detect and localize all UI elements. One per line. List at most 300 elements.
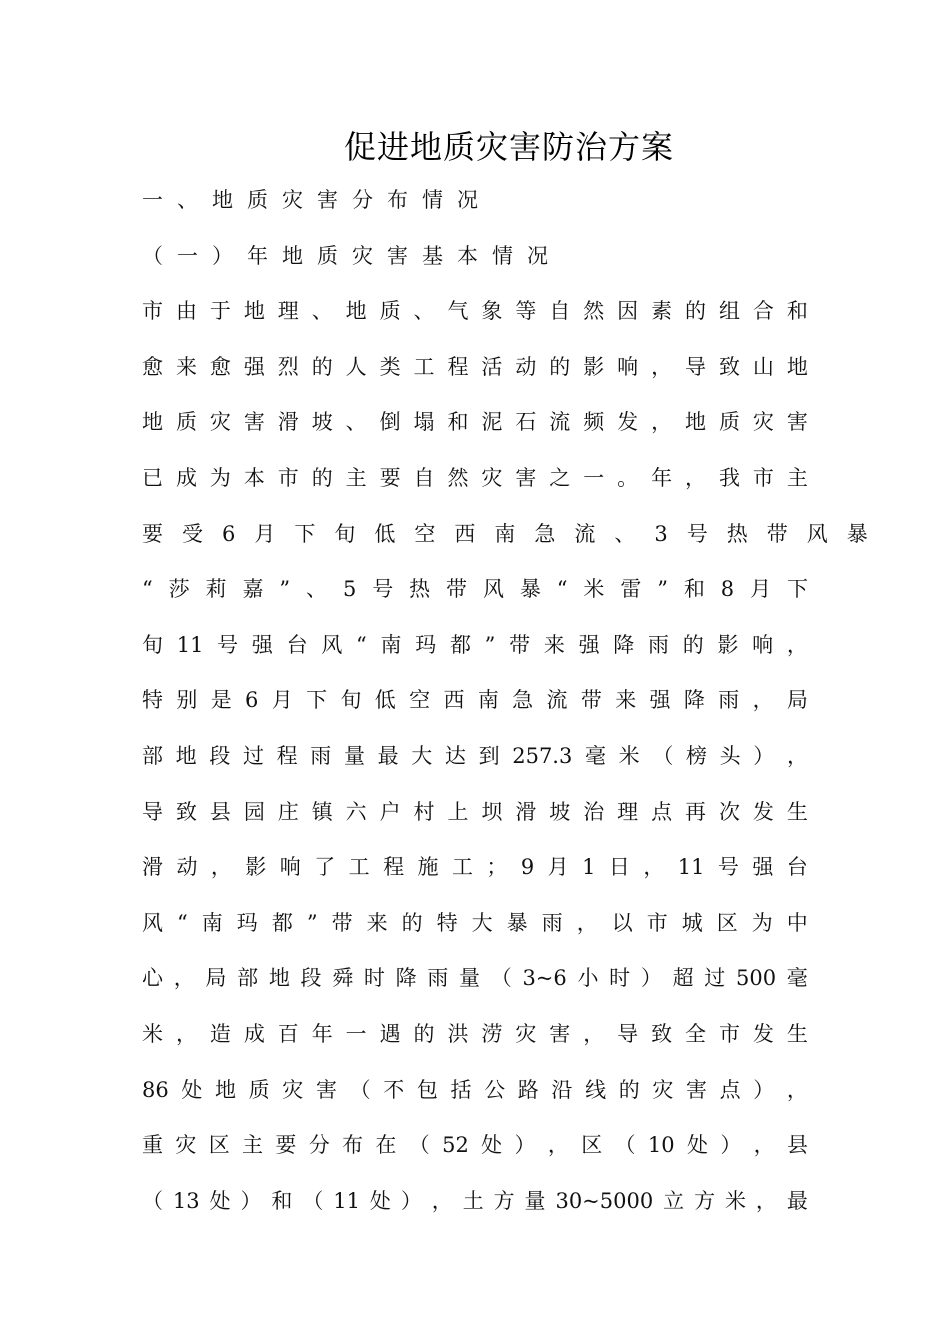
text-token: 到 bbox=[478, 744, 500, 768]
paragraph-line bbox=[142, 684, 808, 716]
text-token: 和 bbox=[683, 577, 705, 601]
text-token: 处 bbox=[481, 1133, 503, 1157]
text-token: 庄 bbox=[277, 800, 299, 824]
text-token: 5 bbox=[342, 577, 357, 601]
text-token: ） bbox=[240, 1189, 262, 1213]
text-token: 、 bbox=[177, 188, 198, 212]
text-token: ， bbox=[685, 466, 706, 490]
text-token: 为 bbox=[751, 911, 773, 935]
text-token: 毫 bbox=[585, 744, 606, 768]
document-title: 促进地质灾害防治方案 bbox=[343, 128, 674, 166]
text-token: ， bbox=[651, 355, 673, 379]
text-token: 11 bbox=[176, 633, 204, 657]
text-token: 过 bbox=[242, 744, 264, 768]
text-token: 月 bbox=[254, 522, 276, 546]
text-token: 质 bbox=[175, 410, 197, 434]
paragraph-line bbox=[142, 573, 808, 605]
text-token: ； bbox=[486, 855, 508, 879]
text-token: 点 bbox=[651, 800, 673, 824]
text-token: 地 bbox=[268, 966, 290, 990]
text-token: ， bbox=[786, 633, 808, 657]
text-token: 南 bbox=[477, 688, 499, 712]
text-token: 影 bbox=[245, 855, 267, 879]
text-token: 6 bbox=[222, 522, 236, 546]
text-token: ） bbox=[753, 1078, 775, 1102]
text-token: 工 bbox=[413, 355, 435, 379]
text-token: 六 bbox=[345, 800, 367, 824]
text-token: 南 bbox=[201, 911, 223, 935]
text-token: 强 bbox=[251, 633, 273, 657]
text-token: 的 bbox=[311, 355, 333, 379]
text-token: 大 bbox=[411, 744, 433, 768]
text-token: 自 bbox=[413, 466, 435, 490]
text-token: 户 bbox=[379, 800, 401, 824]
text-token: 带 bbox=[331, 911, 353, 935]
text-token: 基 bbox=[422, 244, 443, 268]
text-token: 米 bbox=[618, 744, 640, 768]
text-token: 我 bbox=[718, 466, 740, 490]
text-token: ， bbox=[173, 966, 195, 990]
text-token: 号 bbox=[217, 633, 239, 657]
text-token: 带 bbox=[580, 688, 602, 712]
text-token: 、 bbox=[345, 410, 367, 434]
text-token: 量 bbox=[343, 744, 365, 768]
text-token: 的 bbox=[311, 466, 333, 490]
text-token: 号 bbox=[686, 522, 708, 546]
text-token: 6 bbox=[245, 688, 259, 712]
text-token: 风 bbox=[482, 577, 504, 601]
text-token: 主 bbox=[242, 1133, 264, 1157]
text-token: 主 bbox=[345, 466, 367, 490]
text-token: 强 bbox=[752, 855, 774, 879]
text-token: ， bbox=[753, 1133, 775, 1157]
text-token: 灾 bbox=[481, 466, 503, 490]
text-token: 玛 bbox=[236, 911, 258, 935]
text-token: 施 bbox=[417, 855, 439, 879]
text-token: （ bbox=[302, 1189, 324, 1213]
text-token: 1 bbox=[582, 855, 596, 879]
text-token: 导 bbox=[142, 800, 163, 824]
text-token: 已 bbox=[142, 466, 163, 490]
text-token: ， bbox=[210, 855, 232, 879]
text-token: 况 bbox=[457, 188, 478, 212]
text-token: 成 bbox=[175, 466, 197, 490]
text-token: （ bbox=[490, 966, 512, 990]
text-token: “ bbox=[356, 633, 367, 657]
text-token: 本 bbox=[457, 244, 478, 268]
paragraph-line bbox=[142, 295, 808, 327]
text-token: 市 bbox=[646, 911, 668, 935]
text-token: 程 bbox=[447, 355, 469, 379]
text-token: 强 bbox=[578, 633, 600, 657]
text-token: 气 bbox=[447, 299, 469, 323]
text-token: ” bbox=[279, 577, 291, 601]
text-token: 山 bbox=[752, 355, 774, 379]
text-token: 于 bbox=[209, 299, 231, 323]
text-token: 区 bbox=[208, 1133, 230, 1157]
text-token: 最 bbox=[786, 1189, 808, 1213]
text-token: 旬 bbox=[142, 633, 163, 657]
text-token: 西 bbox=[454, 522, 476, 546]
text-token: 号 bbox=[372, 577, 394, 601]
text-token: ” bbox=[484, 633, 496, 657]
text-token: 频 bbox=[583, 410, 605, 434]
text-token: 量 bbox=[524, 1189, 546, 1213]
text-token: 洪 bbox=[447, 1022, 469, 1046]
text-token: 南 bbox=[380, 633, 402, 657]
text-token: 质 bbox=[248, 1078, 270, 1102]
text-token: 质 bbox=[247, 188, 268, 212]
text-token: 一 bbox=[177, 244, 198, 268]
text-token: 滑 bbox=[142, 855, 163, 879]
text-token: 以 bbox=[611, 911, 633, 935]
text-token: 头 bbox=[719, 744, 741, 768]
text-token: 量 bbox=[459, 966, 481, 990]
text-token: 30~5000 bbox=[555, 1189, 654, 1213]
text-token: 257.3 bbox=[512, 744, 573, 768]
paragraph-line bbox=[142, 962, 808, 994]
text-token: 年 bbox=[651, 466, 673, 490]
text-token: 致 bbox=[651, 1022, 673, 1046]
text-token: 由 bbox=[175, 299, 197, 323]
text-token: 泥 bbox=[481, 410, 503, 434]
text-token: 然 bbox=[447, 466, 469, 490]
text-token: 特 bbox=[436, 911, 458, 935]
paragraph-line bbox=[142, 1074, 808, 1106]
text-token: 过 bbox=[704, 966, 726, 990]
paragraph-line bbox=[142, 1018, 808, 1050]
text-token: 全 bbox=[685, 1022, 706, 1046]
text-token: 热 bbox=[726, 522, 748, 546]
text-token: ” bbox=[306, 911, 318, 935]
text-token: 强 bbox=[649, 688, 671, 712]
text-token: 下 bbox=[306, 688, 328, 712]
text-token: 本 bbox=[243, 466, 265, 490]
text-token: 组 bbox=[718, 299, 740, 323]
heading-subsection-1 bbox=[142, 240, 548, 272]
text-token: 空 bbox=[414, 522, 436, 546]
text-token: 愈 bbox=[209, 355, 231, 379]
text-token: 活 bbox=[481, 355, 503, 379]
text-token: 来 bbox=[615, 688, 637, 712]
text-token: 次 bbox=[718, 800, 740, 824]
text-token: 沿 bbox=[551, 1078, 573, 1102]
text-token: 市 bbox=[718, 1022, 740, 1046]
text-token: 受 bbox=[182, 522, 203, 546]
text-token: 流 bbox=[546, 688, 568, 712]
text-token: 上 bbox=[447, 800, 469, 824]
text-token: 导 bbox=[685, 355, 706, 379]
text-token: 生 bbox=[786, 800, 808, 824]
text-token: 急 bbox=[512, 688, 534, 712]
text-token: 年 bbox=[311, 1022, 333, 1046]
text-token: ， bbox=[175, 1022, 197, 1046]
text-token: 11 bbox=[677, 855, 705, 879]
text-token: 坡 bbox=[311, 410, 333, 434]
text-token: 月 bbox=[750, 577, 772, 601]
text-token: 主 bbox=[786, 466, 808, 490]
text-token: 、 bbox=[306, 577, 328, 601]
text-token: 风 bbox=[321, 633, 343, 657]
text-token: 象 bbox=[481, 299, 503, 323]
text-token: 榜 bbox=[685, 744, 707, 768]
text-token: 要 bbox=[379, 466, 401, 490]
paragraph-line bbox=[142, 1185, 808, 1217]
text-token: 程 bbox=[383, 855, 405, 879]
text-token: 重 bbox=[142, 1133, 163, 1157]
text-token: 、 bbox=[413, 299, 435, 323]
text-token: 降 bbox=[683, 688, 705, 712]
text-token: 烈 bbox=[277, 355, 299, 379]
paragraph-line bbox=[142, 351, 808, 383]
text-token: 都 bbox=[271, 911, 293, 935]
text-token: 52 bbox=[442, 1133, 469, 1157]
text-token: 地 bbox=[685, 410, 706, 434]
paragraph-line bbox=[142, 907, 808, 939]
text-token: （ bbox=[142, 1189, 163, 1213]
text-token: 雷 bbox=[620, 577, 642, 601]
text-token: 理 bbox=[277, 299, 299, 323]
text-token: 、 bbox=[614, 522, 636, 546]
text-token: 和 bbox=[271, 1189, 293, 1213]
text-token: 、 bbox=[311, 299, 333, 323]
text-token: 类 bbox=[379, 355, 401, 379]
text-token: 倒 bbox=[379, 410, 401, 434]
text-token: 遇 bbox=[379, 1022, 401, 1046]
text-token: 带 bbox=[509, 633, 531, 657]
text-token: 月 bbox=[271, 688, 293, 712]
text-token: 处 bbox=[686, 1133, 708, 1157]
text-token: 暴 bbox=[519, 577, 541, 601]
text-token: 县 bbox=[787, 1133, 808, 1157]
text-token: 害 bbox=[387, 244, 408, 268]
text-token: 质 bbox=[379, 299, 401, 323]
text-token: 地 bbox=[345, 299, 367, 323]
text-token: 等 bbox=[515, 299, 537, 323]
text-token: 中 bbox=[786, 911, 808, 935]
text-token: 灾 bbox=[352, 244, 373, 268]
text-token: 别 bbox=[176, 688, 198, 712]
text-token: 流 bbox=[574, 522, 596, 546]
text-token: 的 bbox=[413, 1022, 435, 1046]
text-token: 的 bbox=[682, 633, 704, 657]
text-token: 低 bbox=[374, 522, 396, 546]
text-token: 超 bbox=[672, 966, 694, 990]
text-token: 强 bbox=[243, 355, 265, 379]
text-token: 地 bbox=[215, 1078, 237, 1102]
text-token: 灾 bbox=[209, 410, 231, 434]
text-token: 米 bbox=[724, 1189, 746, 1213]
text-token: 园 bbox=[243, 800, 265, 824]
text-token: 带 bbox=[446, 577, 468, 601]
text-token: 质 bbox=[317, 244, 338, 268]
text-token: 13 bbox=[172, 1189, 200, 1213]
paragraph-line bbox=[142, 518, 868, 550]
text-token: 线 bbox=[585, 1078, 607, 1102]
paragraph-line bbox=[142, 851, 808, 883]
text-token: 达 bbox=[444, 744, 466, 768]
text-token: 动 bbox=[515, 355, 537, 379]
text-token: 带 bbox=[766, 522, 788, 546]
text-token: 路 bbox=[517, 1078, 539, 1102]
text-token: 局 bbox=[205, 966, 227, 990]
text-token: 部 bbox=[237, 966, 259, 990]
text-token: 都 bbox=[449, 633, 471, 657]
text-token: 立 bbox=[663, 1189, 685, 1213]
text-token: 塌 bbox=[413, 410, 435, 434]
text-token: 害 bbox=[243, 410, 265, 434]
text-token: 滑 bbox=[277, 410, 299, 434]
text-token: 导 bbox=[617, 1022, 639, 1046]
text-token: ） bbox=[212, 244, 233, 268]
text-token: 是 bbox=[210, 688, 232, 712]
text-token: 10 bbox=[647, 1133, 675, 1157]
text-token: 治 bbox=[583, 800, 605, 824]
text-token: 公 bbox=[484, 1078, 506, 1102]
text-token: 。 bbox=[617, 466, 639, 490]
text-token: ， bbox=[643, 855, 665, 879]
text-token: 特 bbox=[142, 688, 163, 712]
text-token: 86 bbox=[142, 1078, 169, 1102]
text-token: （ bbox=[614, 1133, 636, 1157]
text-token: 滑 bbox=[515, 800, 537, 824]
text-token: 县 bbox=[209, 800, 231, 824]
text-token: 理 bbox=[617, 800, 639, 824]
text-token: 市 bbox=[752, 466, 774, 490]
text-token: 害 bbox=[515, 466, 537, 490]
text-token: 地 bbox=[175, 744, 197, 768]
text-token: 暴 bbox=[506, 911, 528, 935]
text-token: 布 bbox=[342, 1133, 364, 1157]
text-token: 再 bbox=[685, 800, 706, 824]
text-token: 热 bbox=[409, 577, 431, 601]
text-token: 素 bbox=[651, 299, 673, 323]
text-token: 方 bbox=[694, 1189, 716, 1213]
text-token: 旬 bbox=[340, 688, 362, 712]
text-token: 发 bbox=[617, 410, 639, 434]
text-token: 来 bbox=[175, 355, 197, 379]
text-token: 市 bbox=[142, 299, 163, 323]
text-token: 最 bbox=[377, 744, 399, 768]
text-token: 坡 bbox=[549, 800, 571, 824]
text-token: 雨 bbox=[718, 688, 740, 712]
text-token: 米 bbox=[142, 1022, 163, 1046]
text-token: 号 bbox=[717, 855, 739, 879]
text-token: 要 bbox=[275, 1133, 297, 1157]
text-token: 害 bbox=[549, 1022, 571, 1046]
text-token: 玛 bbox=[415, 633, 437, 657]
text-token: 时 bbox=[363, 966, 385, 990]
text-token: ） bbox=[720, 1133, 742, 1157]
text-token: 的 bbox=[549, 355, 571, 379]
text-token: 造 bbox=[209, 1022, 231, 1046]
text-token: “ bbox=[556, 577, 568, 601]
text-token: 旬 bbox=[334, 522, 356, 546]
text-token: 地 bbox=[282, 244, 303, 268]
text-token: 因 bbox=[617, 299, 639, 323]
text-token: 和 bbox=[786, 299, 808, 323]
text-token: 的 bbox=[618, 1078, 640, 1102]
text-token: 大 bbox=[471, 911, 493, 935]
text-token: 点 bbox=[719, 1078, 741, 1102]
text-token: 降 bbox=[613, 633, 635, 657]
text-token: 来 bbox=[543, 633, 565, 657]
text-token: 情 bbox=[422, 188, 443, 212]
paragraph-line bbox=[142, 406, 808, 438]
text-token: 和 bbox=[447, 410, 469, 434]
text-token: 局 bbox=[786, 688, 808, 712]
text-token: （ bbox=[142, 244, 163, 268]
text-token: 害 bbox=[786, 410, 808, 434]
text-token: 害 bbox=[315, 1078, 337, 1102]
text-token: 灾 bbox=[515, 1022, 537, 1046]
text-token: 月 bbox=[547, 855, 569, 879]
text-token: 发 bbox=[752, 800, 774, 824]
text-token: 年 bbox=[247, 244, 268, 268]
text-token: 况 bbox=[527, 244, 548, 268]
text-token: 方 bbox=[493, 1189, 515, 1213]
text-token: 程 bbox=[276, 744, 298, 768]
text-token: 土 bbox=[462, 1189, 484, 1213]
text-token: ， bbox=[547, 1133, 569, 1157]
text-token: ， bbox=[583, 1022, 605, 1046]
text-token: 愈 bbox=[142, 355, 163, 379]
text-token: 下 bbox=[294, 522, 316, 546]
text-token: 区 bbox=[716, 911, 738, 935]
text-token: 然 bbox=[583, 299, 605, 323]
text-token: 一 bbox=[345, 1022, 367, 1046]
text-token: 工 bbox=[348, 855, 370, 879]
text-token: 台 bbox=[286, 633, 308, 657]
text-token: 动 bbox=[176, 855, 198, 879]
text-token: 发 bbox=[752, 1022, 774, 1046]
text-token: （ bbox=[408, 1133, 430, 1157]
text-token: 空 bbox=[409, 688, 431, 712]
text-token: ） bbox=[514, 1133, 536, 1157]
text-token: 日 bbox=[608, 855, 630, 879]
text-token: 生 bbox=[786, 1022, 808, 1046]
text-token: 要 bbox=[142, 522, 163, 546]
text-token: 一 bbox=[142, 188, 163, 212]
text-token: 11 bbox=[333, 1189, 360, 1213]
text-token: 处 bbox=[209, 1189, 231, 1213]
text-token: 的 bbox=[685, 299, 706, 323]
text-token: 石 bbox=[515, 410, 537, 434]
text-token: 地 bbox=[243, 299, 265, 323]
text-token: 灾 bbox=[652, 1078, 674, 1102]
text-token: 响 bbox=[752, 633, 774, 657]
text-token: 心 bbox=[142, 966, 163, 990]
text-token: 质 bbox=[718, 410, 740, 434]
text-token: 致 bbox=[718, 355, 740, 379]
text-token: 影 bbox=[583, 355, 605, 379]
text-token: 流 bbox=[549, 410, 571, 434]
text-token: 合 bbox=[752, 299, 774, 323]
text-token: 毫 bbox=[786, 966, 808, 990]
text-token: 一 bbox=[583, 466, 605, 490]
text-token: 灾 bbox=[752, 410, 774, 434]
text-token: 雨 bbox=[648, 633, 670, 657]
text-token: 西 bbox=[443, 688, 465, 712]
text-token: ， bbox=[576, 911, 598, 935]
text-token: 的 bbox=[401, 911, 423, 935]
text-token: 段 bbox=[209, 744, 231, 768]
text-token: 致 bbox=[175, 800, 197, 824]
text-token: 500 bbox=[735, 966, 777, 990]
text-token: 地 bbox=[786, 355, 808, 379]
text-token: 降 bbox=[395, 966, 417, 990]
text-token: 低 bbox=[374, 688, 396, 712]
